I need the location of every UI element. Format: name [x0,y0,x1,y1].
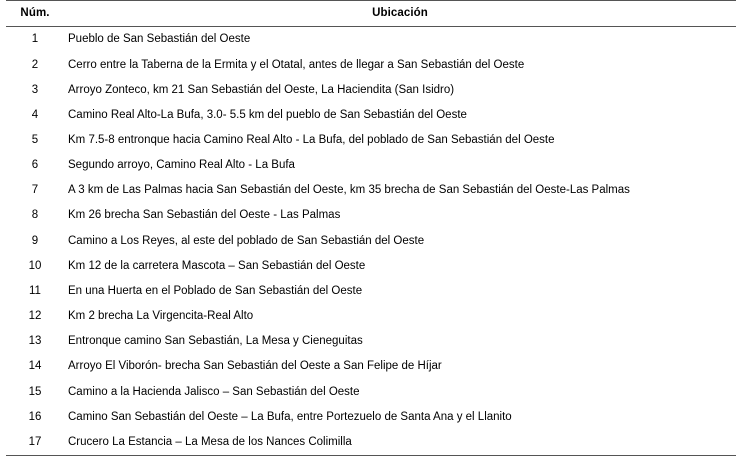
row-number: 3 [31,83,39,96]
locations-table [6,0,736,456]
table-row [6,430,736,456]
table-row [6,153,736,178]
table-row [6,128,736,153]
table-row [6,178,736,203]
table-row [6,27,736,53]
row-location: Km 2 brecha La Virgencita-Real Alto [68,310,254,323]
table-row [6,379,736,404]
table-row [6,404,736,429]
row-location: Crucero La Estancia – La Mesa de los Nances Colimilla [64,430,736,456]
row-number: 11 [29,284,41,297]
table-row [6,354,736,379]
table-header-row [6,1,736,27]
table-row [6,329,736,354]
row-location: Km 7.5-8 entronque hacia Camino Real Alto - La Bufa, del poblado de San Sebastián del Oeste [68,134,555,147]
row-location: A 3 km de Las Palmas hacia San Sebastián del Oeste, km 35 brecha de San Sebastián del Oeste-Las Palmas [68,184,630,197]
row-location: En una Huerta en el Poblado de San Sebastián del Oeste [68,284,363,297]
table-row [6,102,736,127]
table-row [6,77,736,102]
table-header [6,1,736,27]
row-number: 2 [31,58,39,71]
row-number: 15 [28,385,42,398]
row-number: 12 [28,310,42,323]
row-number: 14 [28,360,42,373]
row-location: Km 12 de la carretera Mascota – San Sebastián del Oeste [68,259,366,272]
row-number: 1 [31,33,39,46]
column-header-ubicacion: Ubicación [64,1,736,27]
row-number: 16 [28,410,42,423]
row-number: 5 [31,134,39,147]
table-row [6,203,736,228]
table-row [6,253,736,278]
table-row [6,279,736,304]
row-location: Camino a la Hacienda Jalisco – San Sebastián del Oeste [68,385,360,398]
row-location: Camino San Sebastián del Oeste – La Bufa, entre Portezuelo de Santa Ana y el Llanito [68,410,512,423]
row-number: 7 [31,184,39,197]
row-location: Segundo arroyo, Camino Real Alto - La Bufa [68,159,295,172]
row-location: Arroyo El Viborón- brecha San Sebastián del Oeste a San Felipe de Híjar [68,360,442,373]
row-location: Camino Real Alto-La Bufa, 3.0- 5.5 km del pueblo de San Sebastián del Oeste [68,108,467,121]
row-number: 6 [31,159,39,172]
row-location: Cerro entre la Taberna de la Ermita y el Otatal, antes de llegar a San Sebastián del Oeste [68,58,525,71]
table-row [6,304,736,329]
row-number: 8 [31,209,39,222]
table-row [6,228,736,253]
row-location: Km 26 brecha San Sebastián del Oeste - Las Palmas [68,209,341,222]
row-number: 17 [6,430,64,456]
row-location: Arroyo Zonteco, km 21 San Sebastián del Oeste, La Haciendita (San Isidro) [68,83,455,96]
row-number: 4 [31,108,39,121]
column-header-num: Núm. [6,1,64,27]
row-location: Entronque camino San Sebastián, La Mesa y Cieneguitas [68,335,363,348]
row-number: 10 [28,259,42,272]
table-row [6,52,736,77]
row-number: 13 [28,335,42,348]
table-body [6,27,736,456]
row-number: 9 [31,234,39,247]
row-location: Pueblo de San Sebastián del Oeste [68,33,251,46]
row-location: Camino a Los Reyes, al este del poblado de San Sebastián del Oeste [68,234,425,247]
